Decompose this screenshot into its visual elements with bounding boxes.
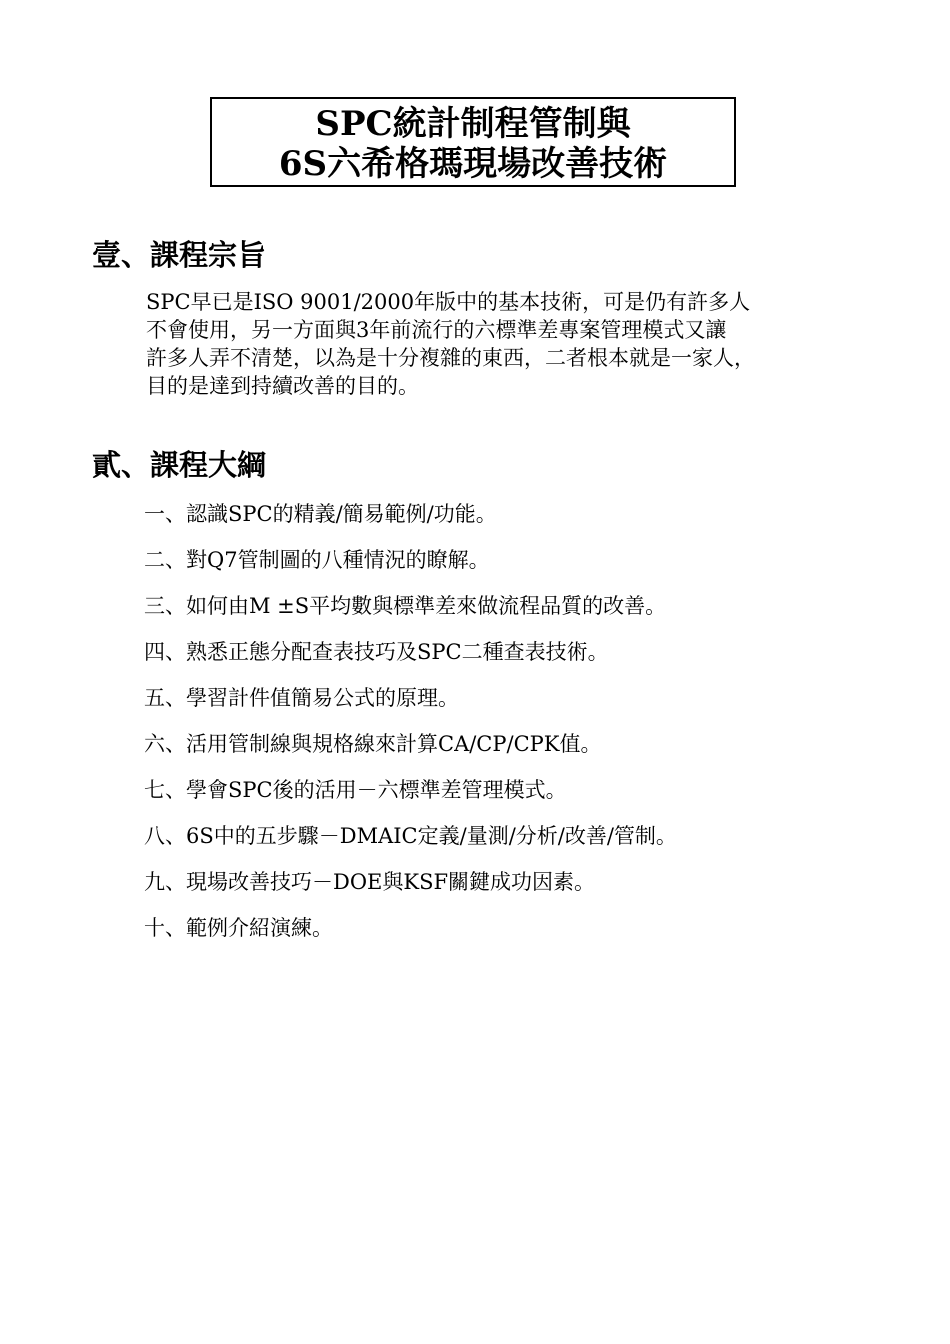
outline-list	[144, 500, 677, 960]
purpose-line: 目的是達到持續改善的目的。	[146, 374, 419, 398]
purpose-line: SPC早已是ISO 9001/2000年版中的基本技術，可是仍有許多人	[146, 290, 751, 314]
outline-item: 二、對Q7管制圖的八種情況的瞭解。	[144, 548, 490, 572]
purpose-paragraph	[146, 288, 886, 400]
outline-item: 七、學會SPC後的活用－六標準差管理模式。	[144, 778, 567, 802]
title-line-1: SPC統計制程管制與	[315, 104, 631, 144]
section-heading-outline: 貳、課程大綱	[92, 448, 267, 482]
title-box	[210, 97, 736, 187]
outline-item: 八、6S中的五步驟－DMAIC定義/量測/分析/改善/管制。	[144, 824, 677, 848]
purpose-line: 許多人弄不清楚，以為是十分複雜的東西，二者根本就是一家人，	[146, 346, 755, 370]
outline-item: 九、現場改善技巧－DOE與KSF關鍵成功因素。	[144, 870, 596, 894]
outline-item: 六、活用管制線與規格線來計算CA/CP/CPK值。	[144, 732, 602, 756]
purpose-line: 不會使用，另一方面與3年前流行的六標準差專案管理模式又讓	[146, 318, 727, 342]
outline-item: 三、如何由M ±S平均數與標準差來做流程品質的改善。	[144, 594, 667, 618]
outline-item: 十、範例介紹演練。	[144, 916, 333, 940]
outline-item: 四、熟悉正態分配查表技巧及SPC二種查表技術。	[144, 640, 609, 664]
section-heading-purpose: 壹、課程宗旨	[92, 238, 267, 272]
title-line-2: 6S六希格瑪現場改善技術	[278, 144, 668, 184]
outline-item: 一、認識SPC的精義/簡易範例/功能。	[144, 502, 497, 526]
outline-item: 五、學習計件值簡易公式的原理。	[144, 686, 459, 710]
